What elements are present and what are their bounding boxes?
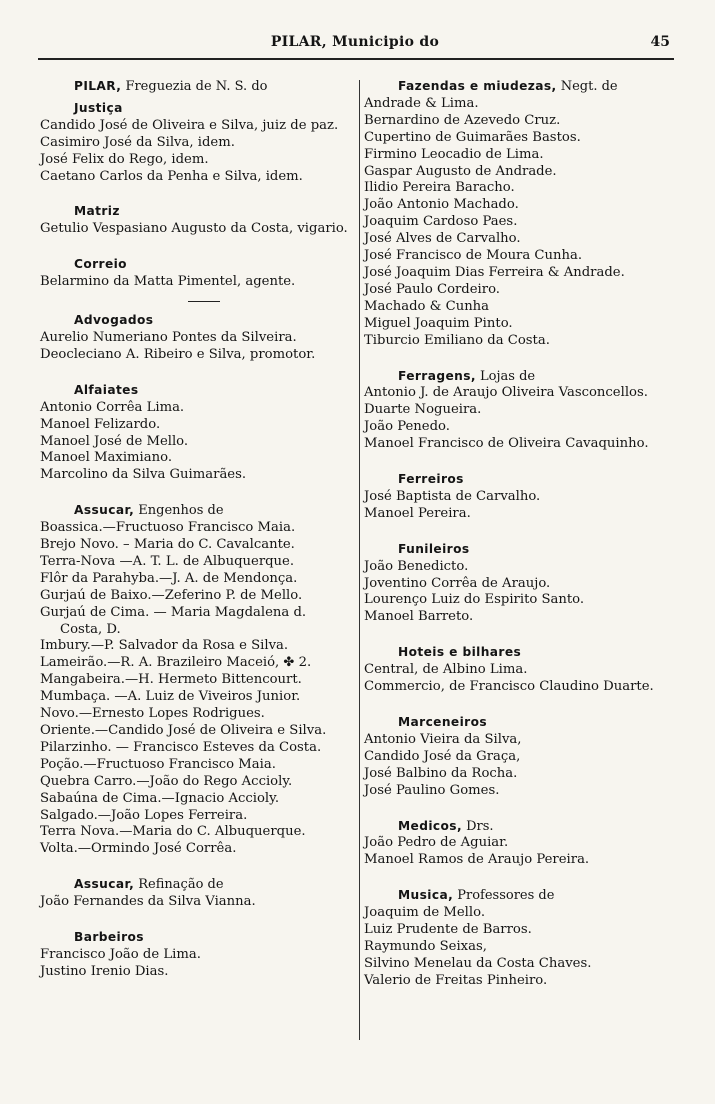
section-justica [40, 100, 358, 186]
heading-rest: Professores de [453, 888, 555, 904]
section-separator-rule [188, 301, 220, 302]
section-assucar [40, 876, 358, 911]
heading-bold: Justiça [74, 100, 123, 115]
section-heading [364, 541, 676, 559]
page-header [40, 34, 670, 56]
section-heading [40, 502, 358, 520]
directory-entry: João Antonio Machado. [364, 197, 519, 213]
directory-entry: Manoel Ramos de Araujo Pereira. [364, 852, 590, 868]
directory-entry: Machado & Cunha [364, 298, 490, 314]
directory-entry: Firmino Leocadio de Lima. [364, 146, 544, 162]
directory-entry: José Felix do Rego, idem. [40, 151, 209, 167]
section-alfaiates [40, 382, 358, 484]
directory-entry: Marcolino da Silva Guimarães. [40, 467, 247, 483]
directory-entry: Belarmino da Matta Pimentel, agente. [40, 274, 296, 290]
section-pilar [40, 78, 358, 96]
section-heading [40, 876, 358, 894]
section-heading [40, 929, 358, 947]
directory-entry: Manoel Pereira. [364, 505, 471, 521]
directory-entry: Salgado.—João Lopes Ferreira. [40, 807, 248, 823]
directory-entry: Antonio J. de Araujo Oliveira Vasconcellos. [364, 385, 648, 401]
directory-entry: José Alves de Carvalho. [364, 231, 521, 247]
heading-bold: Assucar, [74, 877, 135, 892]
heading-bold: PILAR, [74, 79, 122, 93]
heading-rest: Freguezia de N. S. do [121, 79, 268, 94]
heading-rest: Engenhos de [134, 503, 224, 519]
heading-bold: Funileiros [398, 541, 470, 556]
heading-bold: Barbeiros [74, 930, 144, 945]
heading-bold: Hoteis e bilhares [398, 645, 522, 660]
directory-entry: Caetano Carlos da Penha e Silva, idem. [40, 168, 303, 184]
column-divider [359, 80, 360, 1040]
directory-entry: Sabaúna de Cima.—Ignacio Accioly. [40, 790, 280, 806]
section-heading [364, 471, 676, 489]
page-number: 45 [650, 34, 670, 50]
section-assucar [40, 502, 358, 858]
section-heading [364, 644, 676, 662]
section-heading [40, 203, 358, 221]
directory-entry: Andrade & Lima. [364, 95, 479, 111]
section-heading [364, 887, 676, 905]
directory-entry: José Baptista de Carvalho. [364, 488, 541, 504]
section-ferreiros [364, 471, 676, 523]
directory-entry: Ilidio Pereira Baracho. [364, 180, 515, 196]
directory-entry: Gurjaú de Baixo.—Zeferino P. de Mello. [40, 587, 303, 603]
section-musica [364, 887, 676, 989]
heading-rest: Lojas de [475, 368, 536, 384]
directory-entry: João Pedro de Aguiar. [364, 835, 509, 851]
directory-entry: Flôr da Parahyba.—J. A. de Mendonça. [40, 570, 298, 586]
directory-entry: Duarte Nogueira. [364, 402, 482, 418]
heading-bold: Assucar, [74, 503, 135, 518]
section-heading [40, 312, 358, 330]
directory-entry: Miguel Joaquim Pinto. [364, 315, 513, 331]
section-heading [40, 382, 358, 400]
directory-entry: Pilarzinho. — Francisco Esteves da Costa. [40, 739, 322, 755]
directory-entry: João Penedo. [364, 419, 450, 435]
section-fazendas-e-miudezas [364, 78, 676, 350]
directory-entry: Boassica.—Fructuoso Francisco Maia. [40, 520, 296, 536]
directory-entry: Silvino Menelau da Costa Chaves. [364, 955, 592, 971]
running-title: PILAR, Municipio do [270, 34, 440, 50]
directory-entry: Brejo Novo. – Maria do C. Cavalcante. [40, 537, 295, 553]
section-heading [40, 78, 358, 96]
directory-entry: José Joaquim Dias Ferreira & Andrade. [364, 264, 625, 280]
directory-entry: João Benedicto. [364, 558, 469, 574]
directory-entry: José Francisco de Moura Cunha. [364, 248, 583, 264]
directory-entry: Joaquim de Mello. [364, 905, 486, 921]
directory-entry: Poção.—Fructuoso Francisco Maia. [40, 756, 276, 772]
directory-entry: Manoel Barreto. [364, 609, 474, 625]
directory-entry: Novo.—Ernesto Lopes Rodrigues. [40, 706, 265, 722]
section-heading [364, 714, 676, 732]
section-heading [364, 818, 676, 836]
section-matriz [40, 203, 358, 238]
directory-entry: Valerio de Freitas Pinheiro. [364, 972, 548, 988]
section-marceneiros [364, 714, 676, 800]
section-heading [364, 78, 676, 96]
directory-entry: Tiburcio Emiliano da Costa. [364, 332, 550, 348]
directory-entry: Quebra Carro.—João do Rego Accioly. [40, 773, 293, 789]
directory-entry: Antonio Vieira da Silva, [364, 731, 522, 747]
directory-entry: Commercio, de Francisco Claudino Duarte. [364, 679, 654, 695]
right-column [364, 78, 676, 990]
directory-entry: Mumbaça. —A. Luiz de Viveiros Junior. [40, 689, 301, 705]
directory-entry: José Paulo Cordeiro. [364, 281, 500, 297]
directory-entry: Joventino Corrêa de Araujo. [364, 575, 551, 591]
directory-entry: Manoel Felizardo. [40, 416, 161, 432]
heading-rest: Drs. [461, 818, 494, 834]
section-heading [364, 368, 676, 386]
directory-entry: Oriente.—Candido José de Oliveira e Silva. [40, 723, 327, 738]
directory-entry: Candido José de Oliveira e Silva, juiz de paz. [40, 117, 339, 133]
directory-entry: Candido José da Graça, [364, 748, 521, 764]
heading-bold: Marceneiros [398, 715, 488, 729]
directory-entry: Raymundo Seixas, [364, 938, 487, 954]
directory-entry: Getulio Vespasiano Augusto da Costa, vigario. [40, 221, 348, 237]
directory-entry: Luiz Prudente de Barros. [364, 922, 532, 938]
section-advogados [40, 312, 358, 364]
directory-entry: Costa, D. [60, 621, 121, 637]
directory-entry: Francisco João de Lima. [40, 946, 201, 962]
header-rule [38, 58, 674, 60]
section-ferragens [364, 368, 676, 454]
directory-entry: Cupertino de Guimarães Bastos. [364, 129, 581, 145]
directory-entry: Gurjaú de Cima. — Maria Magdalena d. [40, 604, 307, 620]
section-heading [40, 100, 358, 118]
directory-entry: Manoel José de Mello. [40, 433, 189, 449]
directory-entry: José Paulino Gomes. [364, 782, 500, 798]
directory-entry: Terra Nova.—Maria do C. Albuquerque. [40, 824, 306, 840]
section-funileiros [364, 541, 676, 627]
directory-entry: João Fernandes da Silva Vianna. [40, 894, 256, 910]
directory-entry: Mangabeira.—H. Hermeto Bittencourt. [40, 672, 302, 688]
heading-bold: Alfaiates [74, 382, 139, 397]
left-column [40, 78, 358, 981]
heading-bold: Advogados [74, 313, 154, 328]
section-hoteis-e-bilhares [364, 644, 676, 696]
heading-bold: Ferreiros [398, 472, 464, 487]
heading-rest: Refinação de [134, 877, 224, 893]
directory-entry: Manoel Maximiano. [40, 450, 173, 466]
section-medicos [364, 818, 676, 870]
directory-entry: Manoel Francisco de Oliveira Cavaquinho. [364, 436, 649, 452]
heading-bold: Ferragens, [398, 368, 476, 383]
heading-bold: Fazendas e miudezas, [398, 79, 557, 93]
directory-entry: Joaquim Cardoso Paes. [364, 214, 518, 230]
heading-bold: Musica, [398, 888, 454, 903]
directory-entry: Antonio Corrêa Lima. [40, 399, 185, 415]
directory-entry: Lameirão.—R. A. Brazileiro Maceió, ✤ 2. [40, 655, 312, 671]
directory-entry: Imbury.—P. Salvador da Rosa e Silva. [40, 638, 289, 654]
directory-entry: José Balbino da Rocha. [364, 765, 518, 781]
directory-entry: Deocleciano A. Ribeiro e Silva, promotor. [40, 346, 316, 362]
directory-entry: Volta.—Ormindo José Corrêa. [40, 841, 237, 857]
heading-bold: Correio [74, 257, 127, 272]
directory-entry: Lourenço Luiz do Espirito Santo. [364, 592, 585, 608]
directory-entry: Central, de Albino Lima. [364, 662, 528, 678]
directory-entry: Aurelio Numeriano Pontes da Silveira. [40, 329, 297, 345]
heading-bold: Matriz [74, 204, 120, 219]
directory-entry: Casimiro José da Silva, idem. [40, 134, 235, 150]
directory-entry: Terra-Nova —A. T. L. de Albuquerque. [40, 553, 295, 569]
directory-entry: Justino Irenio Dias. [40, 963, 169, 979]
heading-bold: Medicos, [398, 818, 462, 833]
directory-entry: Gaspar Augusto de Andrade. [364, 163, 557, 179]
section-correio [40, 256, 358, 291]
section-barbeiros [40, 929, 358, 981]
directory-entry: Bernardino de Azevedo Cruz. [364, 112, 561, 128]
heading-rest: Negt. de [556, 79, 618, 94]
section-heading [40, 256, 358, 274]
